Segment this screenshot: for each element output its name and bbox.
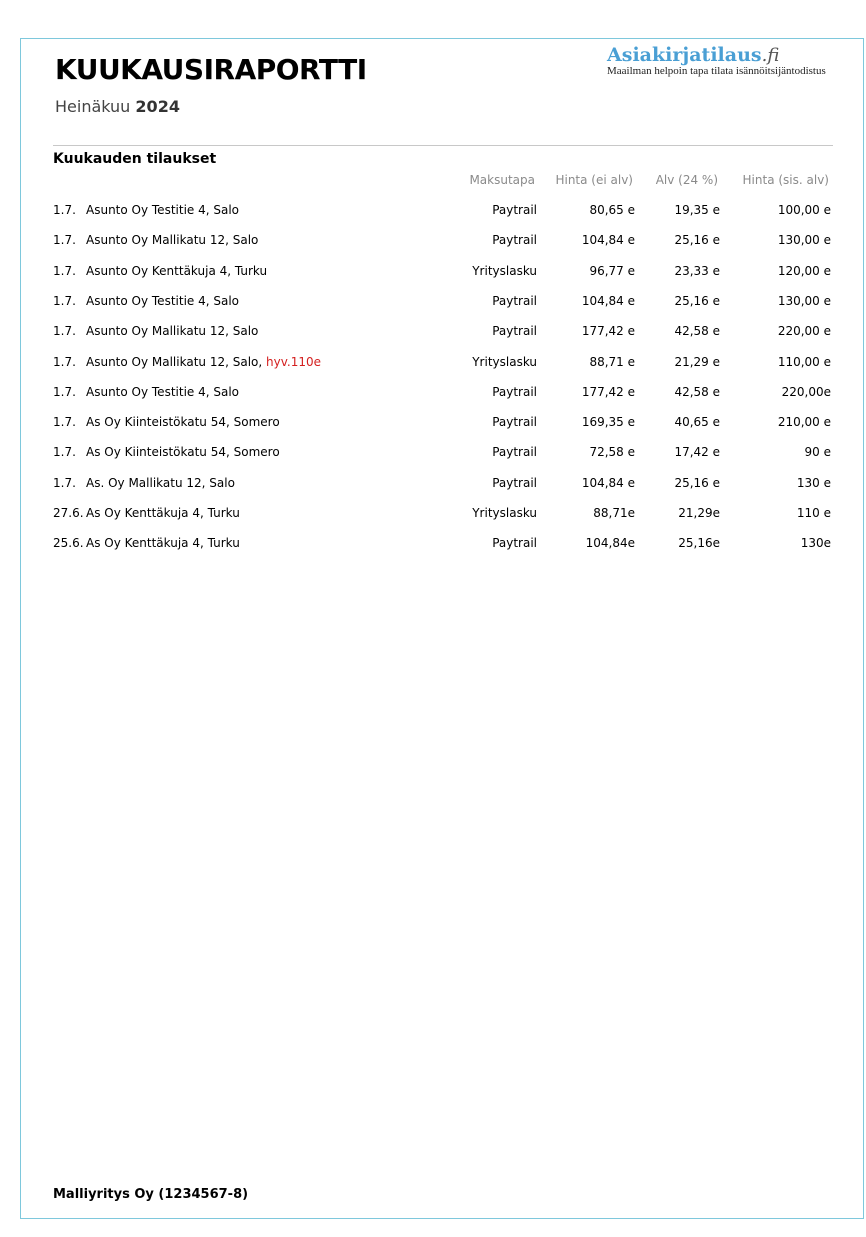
price-gross: 120,00 e [777,263,831,278]
company-name: As Oy Kenttäkuja 4, Turku [86,506,240,520]
payment-method: Yrityslasku [472,506,537,520]
company-address [86,233,258,247]
company-address [86,476,235,490]
order-date: 1.7. [53,445,76,460]
company-name: Asunto Oy Testitie 4, Salo [86,384,240,399]
company-address [86,355,321,369]
company-name: As Oy Kiinteistökatu 54, Somero [86,415,280,430]
payment-method: Yrityslasku [472,354,537,369]
vat-amount: 40,65 e [674,415,720,430]
price-net: 104,84 e [581,293,635,308]
table-row [21,233,865,253]
vat-amount: 25,16 e [674,293,720,308]
order-date: 27.6. [53,506,84,520]
price-gross: 220,00 e [777,324,831,339]
credit-note: hyv.110e [266,354,321,369]
price-gross: 130,00 e [777,293,831,308]
vat-amount: 23,33 e [674,263,720,278]
company-address [86,536,240,550]
payment-method: Paytrail [492,536,537,551]
table-row [21,203,865,223]
price-gross: 130 e [796,475,831,490]
company-name: As Oy Kiinteistökatu 54, Somero [86,445,280,460]
order-date: 1.7. [53,203,76,217]
price-net: 169,35 e [581,415,635,430]
section-title: Kuukauden tilaukset [53,151,217,167]
column-header-payment: Maksutapa [469,173,535,187]
payment-method: Yrityslasku [472,263,537,278]
company-name: Asunto Oy Testitie 4, Salo [86,293,240,308]
company-name: As Oy Kenttäkuja 4, Turku [86,536,240,551]
company-name: Asunto Oy Mallikatu 12, Salo, [86,354,263,369]
vat-amount: 25,16 e [674,475,720,490]
payment-method: Paytrail [492,293,537,308]
vat-amount: 17,42 e [674,445,720,460]
order-date: 1.7. [53,233,76,248]
price-net: 88,71e [593,506,635,520]
table-row [21,294,865,314]
company-address [86,324,258,338]
table-row [21,476,865,496]
order-date: 25.6. [53,536,84,551]
company-name: Asunto Oy Kenttäkuja 4, Turku [86,263,268,278]
table-row [21,536,865,556]
order-date: 1.7. [53,324,76,339]
brand-logo [607,44,826,77]
price-gross: 110,00 e [777,354,831,369]
table-row [21,355,865,375]
price-gross: 110 e [796,506,831,520]
price-gross: 130e [800,536,831,551]
company-address [86,264,267,278]
vat-amount: 21,29e [678,506,720,520]
vat-amount: 19,35 e [674,203,720,217]
company-name: Asunto Oy Testitie 4, Salo [86,203,240,217]
order-date: 1.7. [53,384,76,399]
company-name: As. Oy Mallikatu 12, Salo [86,475,235,490]
price-net: 80,65 e [589,203,635,217]
order-date: 1.7. [53,354,76,369]
price-gross: 130,00 e [777,233,831,248]
order-date: 1.7. [53,293,76,308]
column-header-price-net: Hinta (ei alv) [555,173,633,187]
vat-amount: 25,16e [678,536,720,551]
table-row [21,264,865,284]
report-page [20,38,864,1219]
table-row [21,324,865,344]
logo-tagline: Maailman helpoin tapa tilata isännöitsijäntodistus [607,65,826,77]
price-gross: 90 e [804,445,831,460]
company-address [86,294,239,308]
price-net: 72,58 e [589,445,635,460]
company-address [86,506,240,520]
order-date: 1.7. [53,263,76,278]
company-name: Asunto Oy Mallikatu 12, Salo [86,324,259,339]
payment-method: Paytrail [492,233,537,248]
price-net: 177,42 e [581,384,635,399]
price-gross: 100,00 e [777,203,831,217]
vat-amount: 42,58 e [674,384,720,399]
column-header-vat: Alv (24 %) [655,173,718,187]
company-address [86,385,239,399]
order-date: 1.7. [53,475,76,490]
order-date: 1.7. [53,415,76,430]
table-row [21,385,865,405]
company-address [86,445,280,459]
report-month: Heinäkuu [55,97,131,116]
price-net: 96,77 e [589,263,635,278]
price-net: 104,84 e [581,233,635,248]
payment-method: Paytrail [492,324,537,339]
price-gross: 220,00e [781,384,831,399]
company-address [86,415,280,429]
company-name: Asunto Oy Mallikatu 12, Salo [86,233,259,248]
column-header-price-gross: Hinta (sis. alv) [742,173,829,187]
payment-method: Paytrail [492,445,537,460]
table-row [21,445,865,465]
vat-amount: 42,58 e [674,324,720,339]
report-period [55,97,180,116]
table-row [21,415,865,435]
vat-amount: 25,16 e [674,233,720,248]
payment-method: Paytrail [492,415,537,430]
price-net: 104,84e [585,536,635,551]
price-net: 88,71 e [589,354,635,369]
logo-suffix: .fi [761,45,780,66]
vat-amount: 21,29 e [674,354,720,369]
price-net: 177,42 e [581,324,635,339]
logo-name: Asiakirjatilaus [607,44,762,66]
footer-company: Malliyritys Oy (1234567-8) [53,1187,249,1202]
company-address [86,203,239,217]
payment-method: Paytrail [492,475,537,490]
payment-method: Paytrail [492,384,537,399]
price-net: 104,84 e [581,475,635,490]
report-title: KUUKAUSIRAPORTTI [55,53,367,86]
price-gross: 210,00 e [777,415,831,430]
payment-method: Paytrail [492,203,537,217]
header-divider [53,145,833,146]
report-year: 2024 [135,97,180,116]
table-row [21,506,865,526]
